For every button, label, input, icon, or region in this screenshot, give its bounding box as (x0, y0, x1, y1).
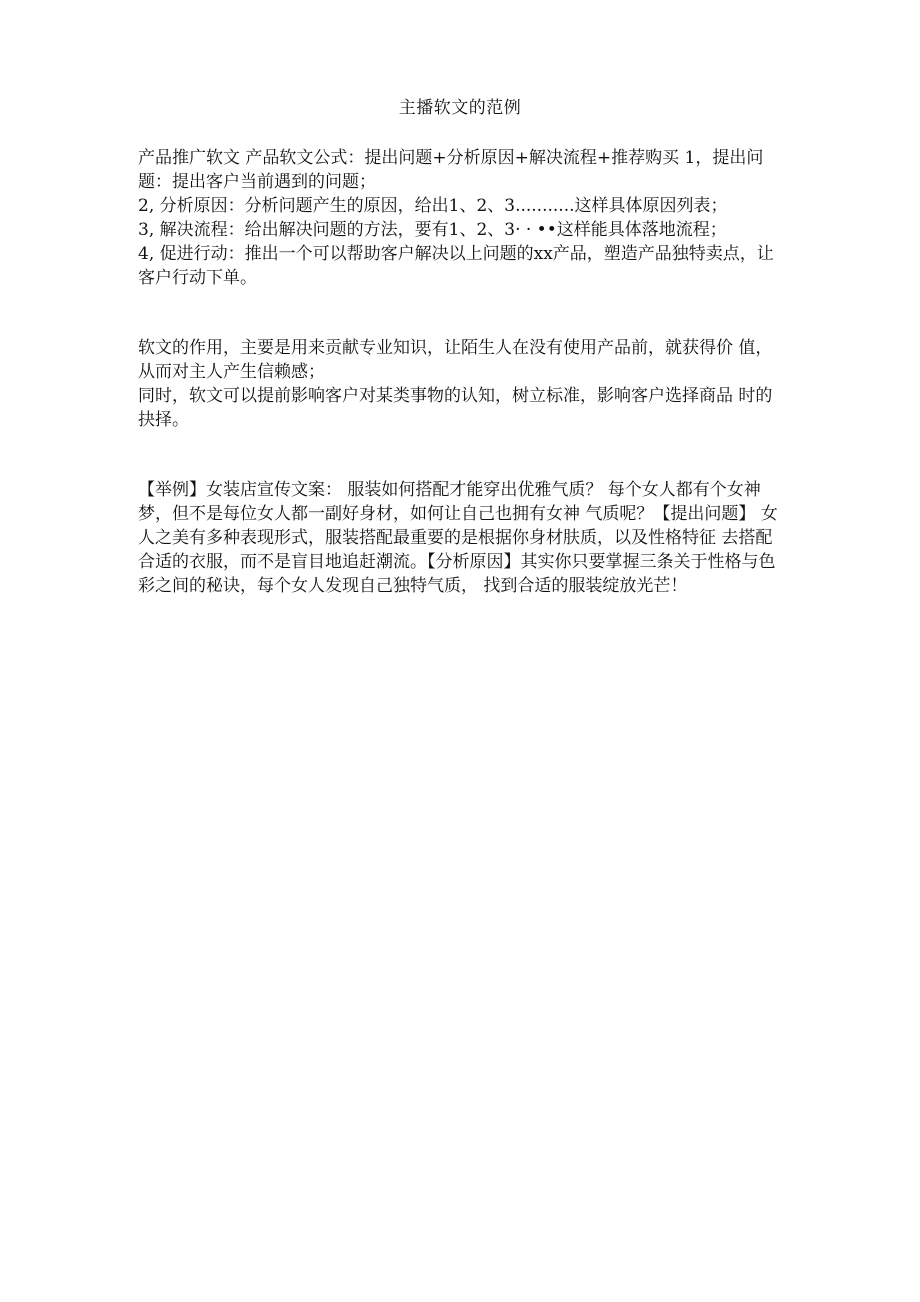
paragraph: 软文的作用，主要是用来贡献专业知识，让陌生人在没有使用产品前，就获得价 值，从而对主人产生信赖感； (138, 338, 773, 382)
paragraph: 4, 促进行动：推出一个可以帮助客户解决以上问题的xx产品，塑造产品独特卖点，让客户行动下单。 (138, 244, 774, 288)
paragraph: 【举例】女装店宣传文案： 服装如何搭配才能穿出优雅气质？ 每个女人都有个女神梦，但不是每位女人都一副好身材，如何让自己也拥有女神 气质呢？【提出问题】 女人之美有多种表现形式，服装搭配最重要的是根据你身材肤质，以及性格特征 去搭配合适的衣服，而不是盲目地追赶潮流。【分析原因】其实你只要掌握三条关于性格与色彩之间的秘诀，每个女人发现自己独特气质， 找到合适的服装绽放光芒！ (138, 480, 778, 596)
paragraph: 3, 解决流程：给出解决问题的方法，要有1、2、3· · ••这样能具体落地流程； (138, 220, 727, 240)
paragraph: 同时，软文可以提前影响客户对某类事物的认知，树立标准，影响客户选择商品 时的抉择。 (138, 386, 773, 430)
formula-section (138, 146, 782, 290)
paragraph: 2, 分析原因：分析问题产生的原因，给出1、2、3...........这样具体原因列表； (138, 196, 728, 216)
purpose-section (138, 336, 782, 432)
document-body (138, 146, 782, 598)
example-section (138, 478, 782, 598)
paragraph: 产品推广软文 产品软文公式：提出问题+分析原因+解决流程+推荐购买 1，提出问题：提出客户当前遇到的问题； (138, 148, 764, 192)
document-title: 主播软文的范例 (398, 98, 522, 118)
